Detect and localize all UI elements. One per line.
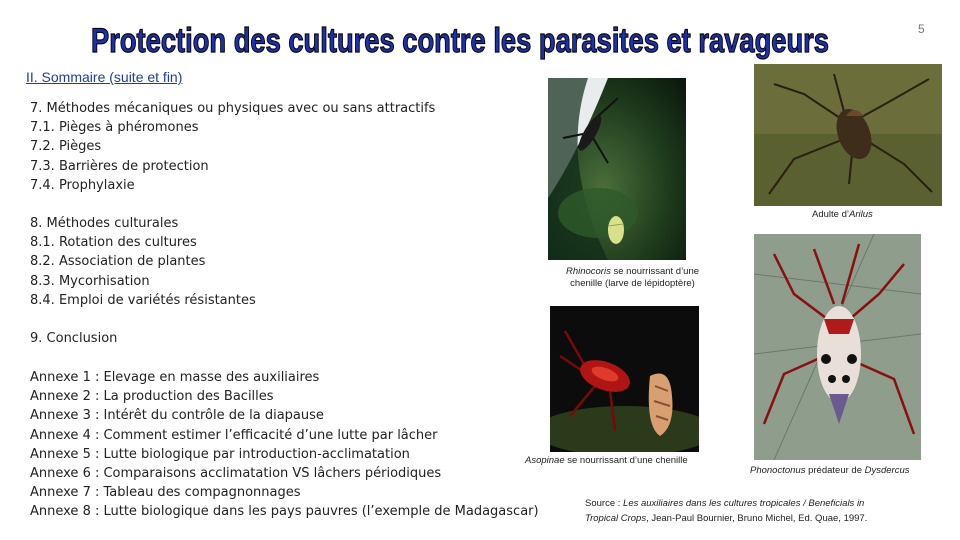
list-item: 9. Conclusion (30, 331, 118, 346)
arilus-caption: Adulte d’Arilus (812, 209, 873, 220)
list-item: 7.4. Prophylaxie (30, 177, 135, 193)
section-subtitle: II. Sommaire (suite et fin) (26, 69, 183, 85)
list-item: 7. Méthodes mécaniques ou physiques avec ou sans attractifs (30, 101, 436, 116)
title-text: Protection des cultures contre les parasites et ravageurs (91, 22, 829, 60)
section-7-list (30, 99, 435, 195)
list-item: 8.4. Emploi de variétés résistantes (30, 292, 256, 308)
page-title (88, 14, 833, 64)
annex-item: Annexe 4 : Comment estimer l’efficacité d’une lutte par lâcher (30, 427, 438, 443)
list-item: 7.3. Barrières de protection (30, 158, 209, 174)
phonoctonus-photo (754, 234, 921, 460)
source-citation: Source : Les auxiliaires dans les cultures tropicales / Beneficials in Tropical Crops, Jean-Paul Bournier, Bruno Michel, Ed. Quae, 1997. (585, 498, 868, 524)
section-8-list (30, 214, 256, 310)
list-item: 8. Méthodes culturales (30, 216, 179, 231)
annex-item: Annexe 1 : Elevage en masse des auxiliaires (30, 370, 320, 385)
annex-item: Annexe 6 : Comparaisons acclimatation VS lâchers périodiques (30, 466, 442, 482)
section-9 (30, 329, 117, 348)
annex-item: Annexe 3 : Intérêt du contrôle de la diapause (30, 408, 324, 424)
annex-list (30, 368, 539, 522)
arilus-photo (754, 64, 942, 206)
rhinocoris-photo (548, 78, 686, 260)
page-number: 5 (918, 22, 925, 36)
list-item: 7.1. Pièges à phéromones (30, 120, 199, 136)
annex-item: Annexe 8 : Lutte biologique dans les pays pauvres (l’exemple de Madagascar) (30, 504, 539, 520)
annex-item: Annexe 7 : Tableau des compagnonnages (30, 485, 301, 501)
list-item: 8.3. Mycorhisation (30, 273, 150, 289)
asopinae-caption: Asopinae se nourrissant d’une chenille (525, 455, 688, 466)
list-item: 7.2. Pièges (30, 139, 102, 155)
list-item: 8.2. Association de plantes (30, 254, 206, 270)
rhinocoris-caption: Rhinocoris se nourrissant d’une chenille (larve de lépidoptère) (565, 266, 700, 289)
list-item: 8.1. Rotation des cultures (30, 235, 197, 251)
asopinae-photo (550, 306, 699, 452)
annex-item: Annexe 2 : La production des Bacilles (30, 389, 274, 405)
annex-item: Annexe 5 : Lutte biologique par introduction-acclimatation (30, 446, 410, 462)
phonoctonus-caption: Phonoctonus prédateur de Dysdercus (750, 465, 910, 476)
